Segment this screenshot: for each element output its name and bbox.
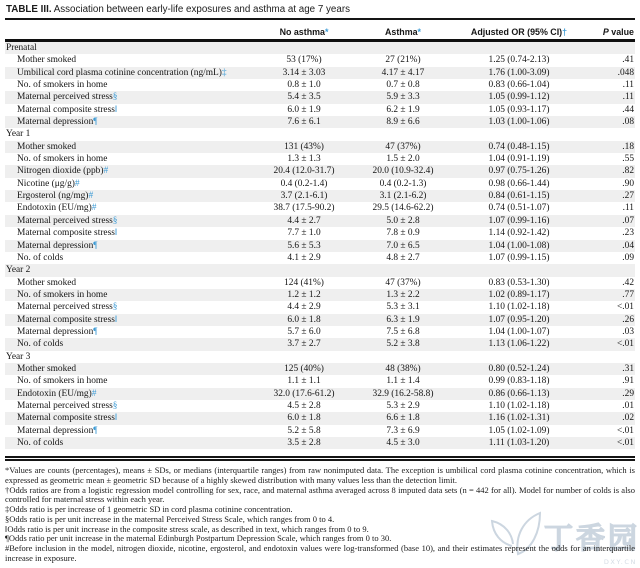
row-label: Maternal depression¶	[17, 425, 98, 436]
cell-or: 1.04 (1.00-1.08)	[488, 240, 550, 251]
cell-asthma: 5.3 ± 3.1	[386, 302, 420, 313]
column-header-empty	[5, 20, 253, 41]
cell-or: 0.83 (0.66-1.04)	[488, 80, 550, 91]
row-label: Mother smoked	[17, 363, 77, 374]
table-row	[5, 338, 635, 350]
cell-p: .09	[622, 252, 634, 263]
table-row	[5, 363, 635, 375]
table-row	[5, 202, 635, 214]
cell-no-asthma: 125 (40%)	[284, 363, 324, 374]
section-label: Year 3	[6, 351, 31, 362]
row-label: No. of smokers in home	[17, 80, 108, 91]
cell-asthma: 1.5 ± 2.0	[386, 154, 420, 165]
cell-asthma: 4.17 ± 4.17	[381, 67, 425, 78]
footnote: #Before inclusion in the model, nitrogen dioxide, nicotine, ergosterol, and endotoxin values were log-transformed (base 10), and their estimates represent the odds for an interquartile increase in exposure.	[5, 542, 635, 563]
cell-asthma: 4.5 ± 3.0	[386, 438, 420, 448]
section-header-row	[5, 264, 635, 276]
cell-or: 1.05 (0.93-1.17)	[488, 104, 550, 115]
cell-or: 0.86 (0.66-1.13)	[488, 388, 550, 399]
cell-p: .77	[622, 289, 634, 300]
table-row	[5, 67, 635, 79]
cell-p: .01	[622, 400, 634, 411]
footnote-marker-icon: §	[112, 92, 118, 103]
cell-no-asthma: 5.7 ± 6.0	[287, 326, 321, 337]
cell-asthma: 7.5 ± 6.8	[386, 326, 420, 337]
row-label: Maternal composite stress‖	[17, 104, 118, 115]
table-row	[5, 79, 635, 91]
row-label: No. of colds	[17, 438, 64, 448]
footnote-marker-icon: §	[112, 302, 118, 313]
cell-p: <.01	[616, 302, 634, 313]
cell-p: .02	[622, 413, 634, 424]
footnote-marker-icon: ‖	[114, 228, 118, 239]
footnote-symbol: #	[5, 542, 10, 553]
cell-or: 1.16 (1.02-1.31)	[488, 413, 550, 424]
footnote-marker-icon: ¶	[93, 240, 98, 251]
column-header-p-value	[587, 20, 635, 41]
cell-or: 0.84 (0.61-1.15)	[488, 191, 550, 202]
row-label: Mother smoked	[17, 141, 77, 152]
cell-p: .91	[622, 376, 634, 387]
footnote-symbol: ‡	[5, 504, 10, 515]
cell-asthma: 6.6 ± 1.8	[386, 413, 420, 424]
cell-or: 1.25 (0.74-2.13)	[488, 55, 550, 66]
table-row	[5, 425, 635, 437]
table-row	[5, 252, 635, 264]
table-caption: Association between early-life exposures and asthma at age 7 years	[51, 4, 350, 15]
table-row	[5, 301, 635, 313]
row-label: Endotoxin (EU/mg)#	[17, 388, 97, 399]
row-label: No. of colds	[17, 339, 64, 350]
cell-no-asthma: 32.0 (17.6-61.2)	[273, 388, 335, 399]
cell-or: 1.07 (0.99-1.15)	[488, 252, 550, 263]
table-number: TABLE III.	[6, 4, 52, 15]
cell-no-asthma: 0.4 (0.2-1.4)	[280, 178, 328, 189]
table-row	[5, 326, 635, 338]
cell-no-asthma: 6.0 ± 1.9	[287, 104, 321, 115]
cell-p: .29	[622, 388, 634, 399]
cell-asthma: 7.0 ± 6.5	[386, 240, 420, 251]
cell-or: 1.10 (1.02-1.18)	[488, 302, 550, 313]
footnote: §Odds ratio is per unit increase in the maternal Perceived Stress Scale, which ranges from 0 to 4.	[5, 513, 335, 524]
cell-or: 0.98 (0.66-1.44)	[488, 178, 550, 189]
cell-no-asthma: 5.2 ± 5.8	[287, 425, 321, 436]
cell-no-asthma: 4.5 ± 2.8	[287, 400, 321, 411]
footnote-marker-icon: ‖	[114, 104, 118, 115]
watermark-url: DXY.CN	[603, 558, 637, 566]
table-row	[5, 215, 635, 227]
cell-no-asthma: 1.3 ± 1.3	[287, 154, 321, 165]
table-row	[5, 277, 635, 289]
row-label: Maternal depression¶	[17, 117, 98, 128]
table-row	[5, 104, 635, 116]
cell-no-asthma: 7.7 ± 1.0	[287, 228, 321, 239]
header-row	[5, 20, 635, 41]
row-label: No. of smokers in home	[17, 154, 108, 165]
cell-no-asthma: 4.1 ± 2.9	[287, 252, 321, 263]
cell-asthma: 5.9 ± 3.3	[386, 92, 420, 103]
cell-no-asthma: 1.2 ± 1.2	[287, 289, 321, 300]
table-row	[5, 412, 635, 424]
row-label: Umbilical cord plasma cotinine concentration (ng/mL)‡	[17, 67, 227, 78]
dagger-marker-icon: †	[562, 27, 568, 37]
footnote-marker-icon: §	[112, 400, 118, 411]
footnote: *Values are counts (percentages), means ± SDs, or medians (interquartile ranges) from raw nonimputed data. The exception is umbilical cord plasma cotinine concentration, which is expressed as geometric mean ± geometric SD because of a highly skewed distribution with many values less than the detection limit.	[5, 465, 635, 486]
cell-asthma: 1.3 ± 2.2	[386, 289, 420, 300]
cell-no-asthma: 6.0 ± 1.8	[287, 314, 321, 325]
row-label: Maternal perceived stress§	[17, 92, 118, 103]
row-label: Maternal composite stress‖	[17, 228, 118, 239]
cell-or: 0.74 (0.51-1.07)	[488, 203, 550, 214]
row-label: Maternal perceived stress§	[17, 400, 118, 411]
footnote-symbol: §	[5, 513, 10, 524]
footnote-marker-icon: §	[112, 215, 118, 226]
table-row	[5, 314, 635, 326]
cell-asthma: 27 (21%)	[385, 55, 421, 66]
cell-or: 1.04 (1.00-1.07)	[488, 326, 550, 337]
footnote-marker-icon: ¶	[93, 425, 98, 436]
footnote-marker-icon: #	[103, 166, 109, 177]
cell-p: .11	[622, 80, 634, 91]
section-header-row	[5, 128, 635, 140]
column-label: Adjusted OR (95% CI)	[470, 27, 563, 37]
cell-or: 1.07 (0.99-1.16)	[488, 215, 550, 226]
row-label: Ergosterol (ng/mg)#	[17, 191, 94, 202]
cell-or: 1.76 (1.00-3.09)	[488, 67, 550, 78]
cell-asthma: 0.7 ± 0.8	[386, 80, 420, 91]
cell-asthma: 32.9 (16.2-58.8)	[372, 388, 434, 399]
footnote-marker-icon: #	[91, 203, 97, 214]
table-header	[5, 20, 635, 41]
cell-no-asthma: 4.4 ± 2.7	[287, 215, 321, 226]
cell-or: 1.10 (1.02-1.18)	[488, 400, 550, 411]
table-row	[5, 240, 635, 252]
table-row	[5, 375, 635, 387]
table-body	[5, 41, 635, 450]
footnote-marker-icon: #	[88, 191, 94, 202]
row-label: Nitrogen dioxide (ppb)#	[17, 166, 109, 177]
footnote: ‡Odds ratio is per increase of 1 geometric SD in cord plasma cotinine concentration.	[5, 504, 293, 515]
cell-p: .08	[622, 117, 634, 128]
row-label: Maternal perceived stress§	[17, 215, 118, 226]
table-row	[5, 116, 635, 128]
row-label: Maternal perceived stress§	[17, 302, 118, 313]
cell-p: .31	[622, 363, 634, 374]
cell-p: .048	[617, 67, 634, 78]
row-label: Mother smoked	[17, 55, 77, 66]
section-header-row	[5, 351, 635, 363]
cell-p: .11	[622, 203, 634, 214]
cell-asthma: 47 (37%)	[385, 141, 421, 152]
cell-asthma: 5.2 ± 3.8	[386, 339, 420, 350]
table-row	[5, 165, 635, 177]
footnote-symbol: ‖	[5, 523, 8, 534]
cell-asthma: 8.9 ± 6.6	[386, 117, 420, 128]
cell-or: 1.04 (0.91-1.19)	[488, 154, 550, 165]
table-row	[5, 400, 635, 412]
cell-or: 0.83 (0.53-1.30)	[488, 277, 550, 288]
asterisk-marker-icon: *	[417, 27, 422, 37]
row-label: No. of smokers in home	[17, 376, 108, 387]
cell-asthma: 7.8 ± 0.9	[386, 228, 420, 239]
row-label: Maternal composite stress‖	[17, 413, 118, 424]
cell-asthma: 20.0 (10.9-32.4)	[372, 166, 434, 177]
row-label: No. of colds	[17, 252, 64, 263]
cell-or: 1.03 (1.00-1.06)	[488, 117, 550, 128]
table-row	[5, 437, 635, 449]
row-label: Mother smoked	[17, 277, 77, 288]
cell-no-asthma: 1.1 ± 1.1	[287, 376, 321, 387]
cell-asthma: 6.2 ± 1.9	[386, 104, 420, 115]
cell-no-asthma: 5.6 ± 5.3	[287, 240, 321, 251]
section-label: Year 2	[6, 265, 31, 276]
cell-p: .07	[622, 215, 634, 226]
row-label: Nicotine (μg/g)#	[17, 178, 80, 189]
table-row	[5, 141, 635, 153]
cell-asthma: 6.3 ± 1.9	[386, 314, 420, 325]
footnotes-block	[5, 466, 635, 563]
cell-asthma: 4.8 ± 2.7	[386, 252, 420, 263]
section-label: Prenatal	[6, 43, 37, 53]
table-row	[5, 289, 635, 301]
cell-p: <.01	[616, 425, 634, 436]
footnote: ‖Odds ratio is per unit increase in the composite stress scale, as described in text, which ranges from 0 to 9.	[5, 523, 369, 534]
cell-no-asthma: 3.7 (2.1-6.1)	[280, 191, 328, 202]
cell-asthma: 1.1 ± 1.4	[386, 376, 420, 387]
cell-or: 1.07 (0.95-1.20)	[488, 314, 550, 325]
cell-no-asthma: 131 (43%)	[284, 141, 324, 152]
table-title	[5, 2, 635, 20]
cell-asthma: 29.5 (14.6-62.2)	[372, 203, 434, 214]
section-header-row	[5, 41, 635, 55]
column-header-asthma	[355, 20, 451, 41]
table-row	[5, 153, 635, 165]
cell-p: .04	[622, 240, 634, 251]
column-header-adjusted-or	[451, 20, 587, 41]
cell-p: .26	[622, 314, 634, 325]
cell-no-asthma: 7.6 ± 6.1	[287, 117, 321, 128]
table-row	[5, 388, 635, 400]
cell-or: 0.97 (0.75-1.26)	[488, 166, 550, 177]
cell-or: 1.05 (0.99-1.12)	[488, 92, 550, 103]
watermark-text: 丁香园	[543, 520, 640, 555]
cell-no-asthma: 3.14 ± 3.03	[282, 67, 326, 78]
table-row	[5, 91, 635, 103]
row-label: Maternal depression¶	[17, 240, 98, 251]
column-header-no-asthma	[253, 20, 355, 41]
row-label: Endotoxin (EU/mg)#	[17, 203, 97, 214]
cell-p: .23	[622, 228, 634, 239]
cell-no-asthma: 0.8 ± 1.0	[287, 80, 321, 91]
footnote: ¶Odds ratio per unit increase in the maternal Edinburgh Postpartum Depression Scale, which ranges from 0 to 30.	[5, 533, 392, 544]
cell-or: 1.14 (0.92-1.42)	[488, 228, 550, 239]
cell-asthma: 3.1 (2.1-6.2)	[379, 191, 427, 202]
cell-p: <.01	[616, 438, 634, 448]
section-label: Year 1	[6, 129, 31, 140]
cell-asthma: 5.0 ± 2.8	[386, 215, 420, 226]
asterisk-marker-icon: *	[324, 27, 329, 37]
cell-p: .55	[622, 154, 634, 165]
table-row	[5, 227, 635, 239]
row-label: Maternal depression¶	[17, 326, 98, 337]
footnote-marker-icon: ¶	[93, 326, 98, 337]
footnote-marker-icon: ‖	[114, 413, 118, 424]
table-row	[5, 190, 635, 202]
cell-asthma: 7.3 ± 6.9	[386, 425, 420, 436]
cell-or: 0.99 (0.83-1.18)	[488, 376, 550, 387]
cell-asthma: 5.3 ± 2.9	[386, 400, 420, 411]
cell-or: 1.02 (0.89-1.17)	[488, 289, 550, 300]
association-table	[5, 20, 635, 449]
cell-no-asthma: 124 (41%)	[284, 277, 324, 288]
cell-no-asthma: 6.0 ± 1.8	[287, 413, 321, 424]
cell-no-asthma: 5.4 ± 3.5	[287, 92, 321, 103]
cell-p: .42	[622, 277, 634, 288]
cell-p: .44	[622, 104, 634, 115]
footnote-marker-icon: #	[74, 178, 80, 189]
footnote-symbol: ¶	[5, 533, 9, 544]
cell-p: .41	[622, 55, 634, 66]
cell-p: .27	[622, 191, 634, 202]
cell-p: <.01	[616, 339, 634, 350]
footnote-marker-icon: ‖	[114, 314, 118, 325]
cell-or: 0.74 (0.48-1.15)	[488, 141, 550, 152]
table-row	[5, 54, 635, 66]
cell-p: .03	[622, 326, 634, 337]
cell-or: 1.05 (1.02-1.09)	[488, 425, 550, 436]
cell-asthma: 48 (38%)	[385, 363, 421, 374]
cell-or: 1.13 (1.06-1.22)	[488, 339, 550, 350]
footnote-symbol: *	[5, 465, 10, 476]
cell-p: .11	[622, 92, 634, 103]
column-label: Asthma	[384, 27, 418, 37]
cell-or: 1.11 (1.03-1.20)	[488, 438, 550, 448]
row-label: No. of smokers in home	[17, 289, 108, 300]
cell-no-asthma: 4.4 ± 2.9	[287, 302, 321, 313]
cell-no-asthma: 38.7 (17.5-90.2)	[273, 203, 335, 214]
column-label: value	[608, 27, 634, 37]
table-bottom-rule	[5, 456, 635, 461]
footnote-symbol: †	[5, 484, 10, 495]
cell-asthma: 47 (37%)	[385, 277, 421, 288]
footnote-marker-icon: ‡	[221, 67, 227, 78]
footnote: †Odds ratios are from a logistic regression model controlling for sex, race, and maternal asthma averaged across 8 imputed data sets (n = 442 for all). Model for number of colds is also controlled for maternal stress within each year.	[5, 484, 635, 505]
row-label: Maternal composite stress‖	[17, 314, 118, 325]
cell-p: .82	[622, 166, 634, 177]
cell-no-asthma: 53 (17%)	[286, 55, 322, 66]
cell-p: .90	[622, 178, 634, 189]
cell-asthma: 0.4 (0.2-1.3)	[379, 178, 427, 189]
column-label: P	[602, 27, 609, 37]
footnote-marker-icon: ¶	[93, 117, 98, 128]
cell-p: .18	[622, 141, 634, 152]
table-row	[5, 178, 635, 190]
cell-no-asthma: 3.5 ± 2.8	[287, 438, 321, 448]
cell-no-asthma: 20.4 (12.0-31.7)	[273, 166, 335, 177]
column-label: No asthma	[279, 27, 325, 37]
cell-or: 0.80 (0.52-1.24)	[488, 363, 550, 374]
cell-no-asthma: 3.7 ± 2.7	[287, 339, 321, 350]
footnote-marker-icon: #	[91, 388, 97, 399]
